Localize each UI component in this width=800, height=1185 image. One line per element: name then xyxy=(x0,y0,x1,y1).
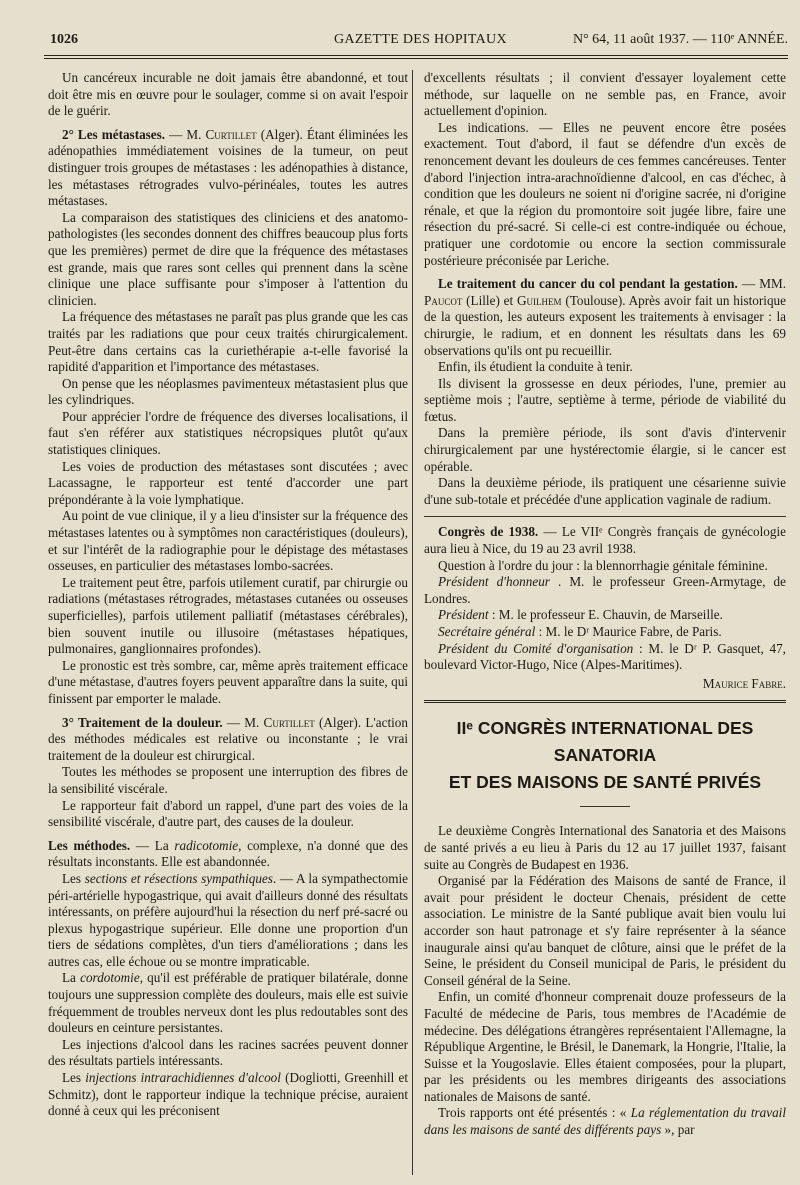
section-congres-1938 xyxy=(424,524,786,557)
text-run: Les xyxy=(62,1070,86,1086)
text-run: », par xyxy=(661,1122,695,1138)
paragraph: Les indications. — Elles ne peuvent encore être posées exactement. Tout d'abord, il faut se défendre d'un excès de renoncement devant les douleurs de ces femmes cancéreuses. Tenter d'abord l'injection intra-arachnoïdienne d'alcool, en cas d'échec, à condition que les douleurs ne soient ni d'origine sacrée, ni d'origine rénale, et que la région du promontoire soit jugée libre, faire une résection du pré-sacré. Si celle-ci est contre-indiquée ou échoue, pratiquer une cordotomie ou encore la section commissurale postérieure préconisée par Leriche. xyxy=(424,119,786,268)
section-heading: Le traitement du cancer du col pendant la gestation. xyxy=(438,276,738,292)
paragraph: Au point de vue clinique, il y a lieu d'insister sur la fréquence des métastases latentes ou à symptômes non caractéristiques (douleurs), et sur l'intérêt de la radiographie pour le dépistage des métastases osseuses, en particulier des métastases lombo-sacrées. xyxy=(48,508,408,574)
text-run: (Alger). Étant éliminées les adénopathies immédiatement voisines de la tumeur, on peut distinguer trois groupes de métastases : les adénopathies à distance, les métastases rétrogrades vulvo-périnéales, toutes les autres métastases. xyxy=(48,126,408,209)
section-methodes xyxy=(48,838,408,871)
section-rule xyxy=(424,516,786,517)
text-run: (Dogliotti, Greenhill et Schmitz), dont le rapporteur indique la technique précise, auraient donné à ceux qui les préconisent xyxy=(48,1070,408,1119)
paragraph: Pour apprécier l'ordre de fréquence des diverses localisations, il faut s'en référer aux statistiques nécropsiques plutôt qu'aux statistiques cliniques. xyxy=(48,408,408,458)
paragraph: Organisé par la Fédération des Maisons de santé de France, il avait pour président le docteur Chenais, président de cette association. Le ministre de la Santé publique avait bien voulu lui accorder son haut patronage et s'y faire représenter à la séance inaugurale ainsi qu'au banquet de clôture, ainsi que le préfet de la Seine, le président du Conseil municipal de Paris, le président du Conseil général de la Seine. xyxy=(424,873,786,988)
paragraph: Un cancéreux incurable ne doit jamais être abandonné, et tout doit être mis en œuvre pour le soulager, comme si on avait l'espoir de le guérir. xyxy=(48,70,408,119)
issue-info: N° 64, 11 août 1937. — 110ᵉ ANNÉE. xyxy=(572,32,788,47)
author-name: Paucot xyxy=(424,292,463,308)
text-run: La xyxy=(62,970,81,986)
paragraph: Le rapporteur fait d'abord un rappel, d'une part des voies de la sensibilité viscérale, d'autre part, des causes de la douleur. xyxy=(48,797,408,830)
section-metastases xyxy=(48,127,408,210)
italic-term: cordotomie xyxy=(80,970,140,986)
paragraph: Ils divisent la grossesse en deux périodes, l'une, premier au septième mois ; l'autre, septième à terme, période de viabilité du fœtus. xyxy=(424,375,786,424)
paragraph xyxy=(424,641,786,674)
paragraph: Le traitement peut être, parfois utilement curatif, par chirurgie ou radiations (métastases rétrogrades, métastases cutanées ou osseuses superficielles), parfois utilement palliatif (métastases cérébrales), bien souvent inutile ou illusoire (métastases hépatiques, pulmonaires, ganglionnaires profondes). xyxy=(48,574,408,657)
text-run: : M. le professeur E. Chauvin, de Marseille. xyxy=(488,607,723,623)
paragraph: Enfin, ils étudient la conduite à tenir. xyxy=(438,359,633,375)
author-name: Curtillet xyxy=(263,714,315,730)
paragraph: d'excellents résultats ; il convient d'essayer loyalement cette méthode, sur laquelle on ne semble pas, en France, avoir actuellement d'opinion. xyxy=(424,70,786,119)
paragraph xyxy=(48,871,408,971)
text-run: (Alger). L'action des méthodes médicales est relative ou inconstante ; le vrai traitement de la douleur est chirurgical. xyxy=(48,714,408,763)
author-name: Curtillet xyxy=(205,126,257,142)
paragraph: Les voies de production des métastases sont discutées ; avec Lacassagne, le rapporteur est tenté d'accorder une part prépondérante à la voie lymphatique. xyxy=(48,458,408,507)
article-title xyxy=(424,715,786,796)
section-gestation xyxy=(424,276,786,359)
title-rule xyxy=(580,806,630,807)
text-run: (Toulouse). Après avoir fait un historique de la question, les auteurs exposent les traitements à envisager : la chirurgie, le radium, et en donnent les résultats dans les 69 observations qu'ils ont pu recueillir. xyxy=(424,292,786,358)
section-heading: 2° Les métastases. xyxy=(62,126,166,142)
header-rule-thin xyxy=(44,58,788,59)
section-heading: 3° Traitement de la douleur. xyxy=(62,714,223,730)
text-run: : M. le Dʳ P. Gasquet, 47, boulevard Victor-Hugo, Nice (Alpes-Maritimes). xyxy=(424,640,786,673)
paragraph xyxy=(48,970,408,1036)
text-run: — Le VIIᵉ Congrès français de gynécologie aura lieu à Nice, du 19 au 23 avril 1938. xyxy=(424,524,786,557)
italic-term: radicotomie xyxy=(174,837,239,853)
paragraph: On pense que les néoplasmes pavimenteux métastasient plus que les cylindriques. xyxy=(48,375,408,408)
text-run: Trois rapports ont été présentés : « xyxy=(438,1105,631,1121)
text-run: . — A la sympathectomie péri-artérielle hypogastrique, qui avait d'ailleurs donné des résultats intéressants, on préfère aujourd'hui la résection du nerf pré-sacré ou plexus hypogastrique supérieur. Elle donne une proportion d'un tiers de sédations complètes, d'un tiers d'améliorations ; dans les autres cas, elle échoue ou se montre impraticable. xyxy=(48,870,409,969)
journal-title: GAZETTE DES HOPITAUX xyxy=(334,32,507,47)
text-run: — MM. xyxy=(737,276,787,292)
text-run: Les xyxy=(62,870,85,886)
paragraph: La comparaison des statistiques des cliniciens et des anatomo-pathologistes (les secondes donnent des chiffres beaucoup plus forts que les premières) permet de dire que la fréquence des métastases est grande, mais que rares sont celles qui prennent dans la scène clinique une place suffisante pour s'imposer à l'attention du clinicien. xyxy=(48,209,408,308)
italic-term: injections intrarachidiennes d'alcool xyxy=(85,1070,281,1086)
paragraph: La fréquence des métastases ne paraît pas plus grande que les cas traités par les radiations que pour ceux traités chirurgicalement. Peut-être dans certains cas la curiethérapie a-t-elle favorisé la rapidité d'apparition et l'importance des métastases. xyxy=(48,309,408,375)
paragraph: Le pronostic est très sombre, car, même après traitement efficace d'une métastase, d'autres foyers peuvent apparaître dans la suite, qui finissent par emporter le malade. xyxy=(48,657,408,706)
right-column xyxy=(424,70,786,1139)
section-heading: Congrès de 1938. xyxy=(438,524,539,540)
paragraph xyxy=(424,1105,786,1138)
paragraph xyxy=(424,624,786,641)
title-line: ET DES MAISONS DE SANTÉ PRIVÉS xyxy=(448,772,762,793)
text-run: — La xyxy=(130,837,175,853)
role-title: Président du Comité d'organisation xyxy=(438,640,634,656)
paragraph: Enfin, un comité d'honneur comprenait douze professeurs de la Faculté de médecine de Paris, tous membres de l'Académie de médecine. Des délégations étrangères représentaient l'Allemagne, la République Argentine, le Brésil, le Danemark, la Hongrie, l'Italie, la Suisse et la Yougoslavie. Elles étaient composées, pour la plupart, par les présidents ou les membres dirigeants des associations nationales de Maisons de santé. xyxy=(424,989,786,1104)
italic-term: sections et résections sympathiques xyxy=(84,870,273,886)
paragraph: Le deuxième Congrès International des Sanatoria et des Maisons de santé privés a eu lieu à Paris du 12 au 17 juillet 1937, faisant suite au Congrès de Budapest en 1936. xyxy=(424,823,786,872)
section-douleur xyxy=(48,715,408,765)
text-run: . M. le professeur Green-Armytage, de Londres. xyxy=(424,574,786,606)
role-title: Secrétaire général xyxy=(438,624,536,639)
left-column xyxy=(48,70,408,1120)
paragraph: Les injections d'alcool dans les racines sacrées peuvent donner des résultats partiels intéressants. xyxy=(48,1036,408,1069)
section-heading: Les méthodes. xyxy=(48,837,131,853)
role-title: Président d'honneur xyxy=(438,574,550,590)
paragraph: Dans la première période, ils sont d'avis d'intervenir chirurgicalement par une hystérectomie élargie, si le cancer est opérable. xyxy=(424,425,786,474)
role-title: Président xyxy=(438,607,489,623)
text-run: , qu'il est préférable de pratiquer bilatérale, donne toujours une suppression complète des douleurs, mais elle est suivie fréquemment de troubles nerveux dont les plus redoutables sont des douleurs en ceinture persistantes. xyxy=(48,970,408,1036)
article-separator xyxy=(424,700,786,705)
text-run: — M. xyxy=(165,126,206,142)
text-run: — M. xyxy=(222,714,264,730)
paragraph: Dans la deuxième période, ils pratiquent une césarienne suivie d'une sub-totale et précédée d'une application vaginale de radium. xyxy=(424,475,786,507)
paragraph: Question à l'ordre du jour : la blennorrhagie génitale féminine. xyxy=(438,557,768,573)
page-number: 1026 xyxy=(50,32,78,47)
title-line: IIᵉ CONGRÈS INTERNATIONAL DES SANATORIA xyxy=(456,718,754,766)
text-run: : M. le Dʳ Maurice Fabre, de Paris. xyxy=(535,624,722,639)
page-header xyxy=(44,30,788,52)
paragraph xyxy=(48,1070,408,1120)
header-rule xyxy=(44,55,788,56)
text-run: (Lille) et xyxy=(462,292,517,308)
column-divider xyxy=(412,70,413,1175)
paragraph: Toutes les méthodes se proposent une interruption des fibres de la sensibilité viscérale. xyxy=(48,764,408,796)
italic-term: La réglementation du travail dans les maisons de santé des différents pays xyxy=(424,1105,786,1138)
author-name: Guilhem xyxy=(516,292,562,308)
paragraph xyxy=(424,607,786,624)
text-run: , complexe, n'a donné que des résultats inconstants. Elle est abandonnée. xyxy=(48,837,408,870)
paragraph xyxy=(424,574,786,607)
signature: Maurice Fabre. xyxy=(702,675,786,691)
